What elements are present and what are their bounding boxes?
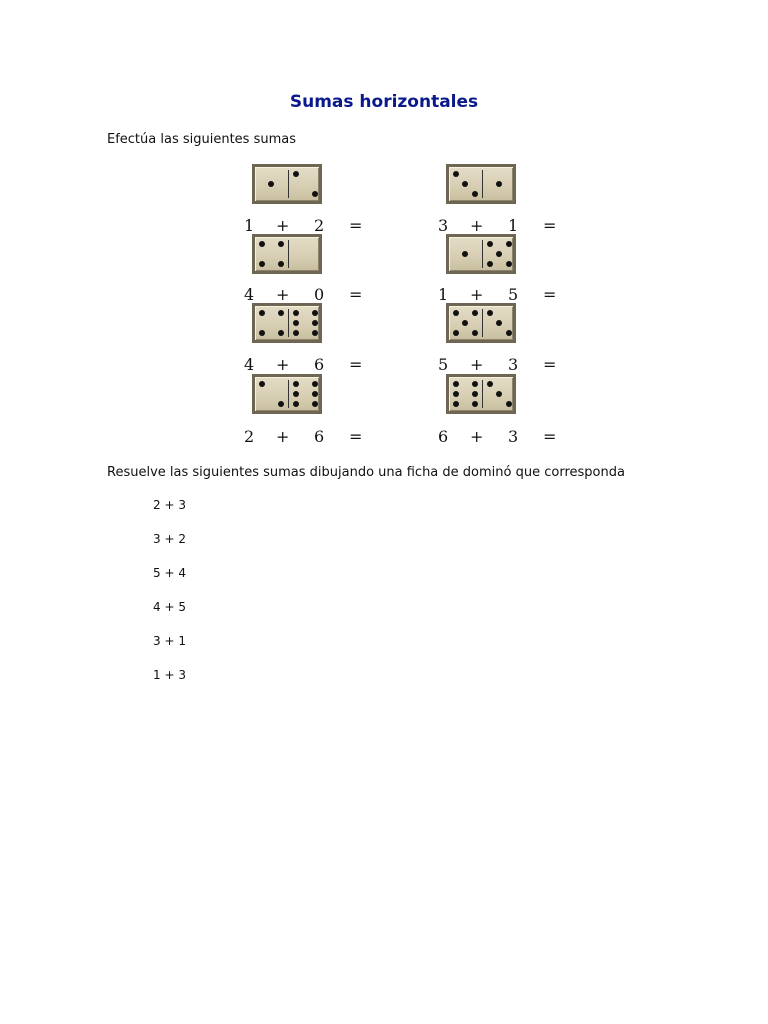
domino-tile — [446, 303, 516, 343]
exercise-list — [153, 498, 186, 702]
equation-equals: = — [349, 285, 363, 304]
domino-pip — [472, 381, 478, 387]
domino-pip — [487, 310, 493, 316]
equation-row — [244, 285, 374, 305]
domino-tile — [446, 164, 516, 204]
equation-plus: + — [276, 285, 290, 304]
page-title: Sumas horizontales — [289, 92, 479, 112]
domino-pip — [506, 261, 512, 267]
domino-pip — [496, 181, 502, 187]
exercise-item: 3 + 2 — [153, 532, 186, 546]
domino-divider — [482, 170, 483, 198]
equation-operand-a: 6 — [438, 427, 449, 446]
equation-row — [438, 355, 568, 375]
domino-pip — [506, 401, 512, 407]
domino-pip — [312, 320, 318, 326]
equation-plus: + — [470, 216, 484, 235]
domino-pip — [312, 401, 318, 407]
exercise-item: 1 + 3 — [153, 668, 186, 682]
equation-operand-a: 1 — [244, 216, 255, 235]
equation-row — [244, 355, 374, 375]
domino-pip — [453, 330, 459, 336]
equation-row — [438, 285, 568, 305]
domino-pip — [259, 330, 265, 336]
domino-pip — [453, 381, 459, 387]
domino-pip — [496, 251, 502, 257]
equation-operand-b: 6 — [314, 355, 325, 374]
equation-operand-a: 3 — [438, 216, 449, 235]
equation-row — [244, 427, 374, 447]
equation-plus: + — [276, 355, 290, 374]
domino-tile — [252, 234, 322, 274]
equation-equals: = — [543, 285, 557, 304]
domino-divider — [288, 240, 289, 268]
domino-pip — [312, 310, 318, 316]
domino-pip — [259, 261, 265, 267]
domino-divider — [482, 380, 483, 408]
equation-operand-b: 3 — [508, 427, 519, 446]
domino-pip — [293, 391, 299, 397]
domino-tile — [446, 234, 516, 274]
domino-pip — [259, 381, 265, 387]
domino-tile — [252, 303, 322, 343]
domino-pip — [453, 171, 459, 177]
domino-pip — [268, 181, 274, 187]
exercise-item: 5 + 4 — [153, 566, 186, 580]
domino-tile — [446, 374, 516, 414]
domino-pip — [506, 241, 512, 247]
domino-divider — [482, 309, 483, 337]
domino-pip — [487, 381, 493, 387]
equation-equals: = — [543, 355, 557, 374]
equation-operand-b: 6 — [314, 427, 325, 446]
domino-pip — [312, 381, 318, 387]
domino-pip — [487, 261, 493, 267]
domino-pip — [293, 310, 299, 316]
equation-operand-a: 5 — [438, 355, 449, 374]
equation-operand-a: 1 — [438, 285, 449, 304]
domino-pip — [293, 171, 299, 177]
domino-pip — [462, 181, 468, 187]
equation-equals: = — [543, 216, 557, 235]
domino-divider — [288, 170, 289, 198]
equation-equals: = — [349, 355, 363, 374]
domino-pip — [472, 310, 478, 316]
equation-operand-b: 1 — [508, 216, 519, 235]
equation-equals: = — [349, 427, 363, 446]
domino-pip — [472, 401, 478, 407]
equation-row — [438, 427, 568, 447]
domino-pip — [462, 320, 468, 326]
domino-pip — [293, 330, 299, 336]
domino-pip — [259, 310, 265, 316]
domino-tile — [252, 374, 322, 414]
domino-pip — [293, 381, 299, 387]
domino-pip — [312, 391, 318, 397]
domino-pip — [278, 401, 284, 407]
equation-operand-b: 0 — [314, 285, 325, 304]
domino-pip — [472, 191, 478, 197]
domino-pip — [278, 261, 284, 267]
equation-plus: + — [470, 355, 484, 374]
domino-divider — [482, 240, 483, 268]
domino-pip — [293, 401, 299, 407]
domino-pip — [278, 330, 284, 336]
domino-tile — [252, 164, 322, 204]
equation-plus: + — [470, 427, 484, 446]
domino-pip — [496, 391, 502, 397]
equation-plus: + — [276, 216, 290, 235]
equation-plus: + — [470, 285, 484, 304]
domino-divider — [288, 309, 289, 337]
domino-pip — [487, 241, 493, 247]
equation-operand-a: 4 — [244, 285, 255, 304]
domino-pip — [453, 310, 459, 316]
equation-operand-a: 4 — [244, 355, 255, 374]
instruction-sum: Efectúa las siguientes sumas — [107, 132, 296, 147]
equation-equals: = — [543, 427, 557, 446]
domino-divider — [288, 380, 289, 408]
instruction-draw: Resuelve las siguientes sumas dibujando una ficha de dominó que corresponda — [107, 465, 625, 480]
domino-pip — [506, 330, 512, 336]
domino-pip — [278, 310, 284, 316]
exercise-item: 2 + 3 — [153, 498, 186, 512]
domino-pip — [472, 391, 478, 397]
domino-pip — [462, 251, 468, 257]
domino-pip — [312, 330, 318, 336]
domino-pip — [453, 401, 459, 407]
domino-pip — [472, 330, 478, 336]
equation-row — [438, 216, 568, 236]
equation-row — [244, 216, 374, 236]
equation-operand-a: 2 — [244, 427, 255, 446]
domino-pip — [496, 320, 502, 326]
equation-equals: = — [349, 216, 363, 235]
equation-operand-b: 3 — [508, 355, 519, 374]
domino-pip — [293, 320, 299, 326]
domino-pip — [259, 241, 265, 247]
equation-plus: + — [276, 427, 290, 446]
equation-operand-b: 5 — [508, 285, 519, 304]
equation-operand-b: 2 — [314, 216, 325, 235]
domino-pip — [453, 391, 459, 397]
exercise-item: 4 + 5 — [153, 600, 186, 614]
domino-pip — [278, 241, 284, 247]
exercise-item: 3 + 1 — [153, 634, 186, 648]
domino-pip — [312, 191, 318, 197]
